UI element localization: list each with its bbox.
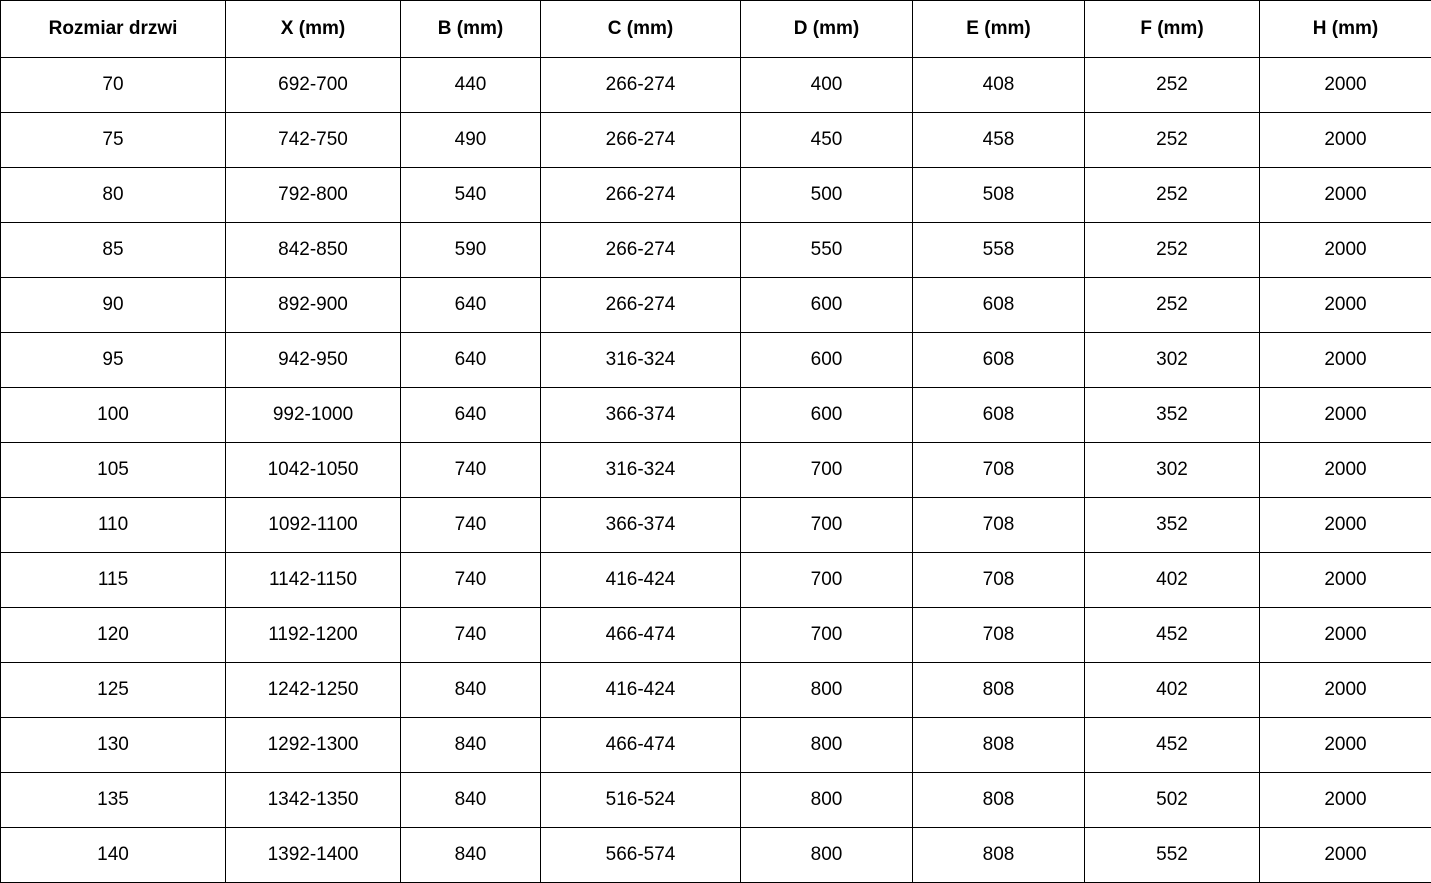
cell-f: 252 — [1085, 278, 1260, 333]
cell-d: 500 — [741, 168, 913, 223]
cell-h: 2000 — [1260, 333, 1431, 388]
cell-d: 800 — [741, 773, 913, 828]
cell-h: 2000 — [1260, 828, 1431, 883]
cell-f: 552 — [1085, 828, 1260, 883]
cell-h: 2000 — [1260, 223, 1431, 278]
table-row — [1, 58, 1431, 113]
cell-h: 2000 — [1260, 278, 1431, 333]
cell-d: 800 — [741, 663, 913, 718]
table-row — [1, 663, 1431, 718]
column-header-h: H (mm) — [1260, 1, 1431, 58]
cell-d: 700 — [741, 498, 913, 553]
cell-e: 608 — [913, 278, 1085, 333]
table-row — [1, 443, 1431, 498]
cell-h: 2000 — [1260, 168, 1431, 223]
cell-e: 808 — [913, 828, 1085, 883]
table-row — [1, 333, 1431, 388]
cell-f: 452 — [1085, 608, 1260, 663]
cell-c: 516-524 — [541, 773, 741, 828]
table-row — [1, 608, 1431, 663]
cell-h: 2000 — [1260, 608, 1431, 663]
cell-b: 740 — [401, 498, 541, 553]
cell-b: 840 — [401, 773, 541, 828]
cell-h: 2000 — [1260, 663, 1431, 718]
cell-b: 540 — [401, 168, 541, 223]
cell-d: 800 — [741, 718, 913, 773]
cell-h: 2000 — [1260, 498, 1431, 553]
cell-door-size: 95 — [1, 333, 226, 388]
table-row — [1, 773, 1431, 828]
cell-h: 2000 — [1260, 388, 1431, 443]
cell-e: 508 — [913, 168, 1085, 223]
cell-x: 1092-1100 — [226, 498, 401, 553]
cell-x: 1042-1050 — [226, 443, 401, 498]
cell-door-size: 135 — [1, 773, 226, 828]
cell-x: 1392-1400 — [226, 828, 401, 883]
cell-f: 452 — [1085, 718, 1260, 773]
cell-f: 252 — [1085, 223, 1260, 278]
table-row — [1, 278, 1431, 333]
cell-f: 252 — [1085, 58, 1260, 113]
table-row — [1, 498, 1431, 553]
cell-f: 302 — [1085, 443, 1260, 498]
cell-d: 450 — [741, 113, 913, 168]
cell-b: 440 — [401, 58, 541, 113]
cell-d: 550 — [741, 223, 913, 278]
cell-c: 366-374 — [541, 388, 741, 443]
cell-c: 416-424 — [541, 663, 741, 718]
cell-x: 1242-1250 — [226, 663, 401, 718]
cell-e: 608 — [913, 388, 1085, 443]
cell-door-size: 140 — [1, 828, 226, 883]
cell-d: 700 — [741, 443, 913, 498]
cell-door-size: 125 — [1, 663, 226, 718]
cell-c: 366-374 — [541, 498, 741, 553]
cell-e: 808 — [913, 663, 1085, 718]
cell-h: 2000 — [1260, 443, 1431, 498]
cell-b: 640 — [401, 278, 541, 333]
cell-d: 600 — [741, 333, 913, 388]
cell-x: 742-750 — [226, 113, 401, 168]
column-header-x: X (mm) — [226, 1, 401, 58]
cell-x: 1142-1150 — [226, 553, 401, 608]
cell-c: 566-574 — [541, 828, 741, 883]
cell-b: 590 — [401, 223, 541, 278]
cell-f: 402 — [1085, 663, 1260, 718]
cell-b: 740 — [401, 443, 541, 498]
cell-f: 252 — [1085, 113, 1260, 168]
column-header-c: C (mm) — [541, 1, 741, 58]
cell-c: 266-274 — [541, 168, 741, 223]
cell-x: 1192-1200 — [226, 608, 401, 663]
cell-c: 266-274 — [541, 113, 741, 168]
cell-c: 316-324 — [541, 443, 741, 498]
cell-e: 408 — [913, 58, 1085, 113]
cell-door-size: 75 — [1, 113, 226, 168]
cell-b: 640 — [401, 388, 541, 443]
cell-c: 266-274 — [541, 58, 741, 113]
cell-d: 400 — [741, 58, 913, 113]
cell-f: 252 — [1085, 168, 1260, 223]
cell-b: 740 — [401, 553, 541, 608]
cell-d: 700 — [741, 553, 913, 608]
cell-door-size: 120 — [1, 608, 226, 663]
cell-x: 1342-1350 — [226, 773, 401, 828]
column-header-f: F (mm) — [1085, 1, 1260, 58]
cell-f: 502 — [1085, 773, 1260, 828]
cell-b: 490 — [401, 113, 541, 168]
cell-c: 466-474 — [541, 608, 741, 663]
cell-d: 700 — [741, 608, 913, 663]
cell-e: 708 — [913, 553, 1085, 608]
cell-c: 266-274 — [541, 278, 741, 333]
cell-e: 458 — [913, 113, 1085, 168]
cell-x: 1292-1300 — [226, 718, 401, 773]
cell-d: 800 — [741, 828, 913, 883]
cell-b: 840 — [401, 663, 541, 718]
column-header-b: B (mm) — [401, 1, 541, 58]
cell-door-size: 100 — [1, 388, 226, 443]
cell-e: 558 — [913, 223, 1085, 278]
cell-door-size: 115 — [1, 553, 226, 608]
cell-h: 2000 — [1260, 553, 1431, 608]
table-row — [1, 828, 1431, 883]
cell-door-size: 80 — [1, 168, 226, 223]
cell-x: 792-800 — [226, 168, 401, 223]
column-header-rozmiar-drzwi: Rozmiar drzwi — [1, 1, 226, 58]
table-row — [1, 168, 1431, 223]
cell-door-size: 130 — [1, 718, 226, 773]
cell-e: 808 — [913, 718, 1085, 773]
cell-h: 2000 — [1260, 773, 1431, 828]
cell-f: 352 — [1085, 388, 1260, 443]
cell-c: 466-474 — [541, 718, 741, 773]
table-body — [1, 58, 1431, 883]
cell-door-size: 105 — [1, 443, 226, 498]
cell-d: 600 — [741, 278, 913, 333]
table-row — [1, 553, 1431, 608]
cell-x: 842-850 — [226, 223, 401, 278]
cell-door-size: 70 — [1, 58, 226, 113]
cell-c: 266-274 — [541, 223, 741, 278]
cell-x: 992-1000 — [226, 388, 401, 443]
cell-e: 608 — [913, 333, 1085, 388]
table-row — [1, 223, 1431, 278]
cell-c: 416-424 — [541, 553, 741, 608]
cell-b: 640 — [401, 333, 541, 388]
cell-e: 708 — [913, 443, 1085, 498]
table-header-row — [1, 1, 1431, 58]
cell-e: 808 — [913, 773, 1085, 828]
cell-e: 708 — [913, 608, 1085, 663]
cell-f: 302 — [1085, 333, 1260, 388]
table-row — [1, 113, 1431, 168]
cell-h: 2000 — [1260, 113, 1431, 168]
cell-h: 2000 — [1260, 718, 1431, 773]
cell-x: 892-900 — [226, 278, 401, 333]
cell-d: 600 — [741, 388, 913, 443]
cell-f: 352 — [1085, 498, 1260, 553]
cell-b: 840 — [401, 828, 541, 883]
cell-door-size: 85 — [1, 223, 226, 278]
cell-e: 708 — [913, 498, 1085, 553]
cell-door-size: 110 — [1, 498, 226, 553]
cell-x: 692-700 — [226, 58, 401, 113]
table-row — [1, 718, 1431, 773]
cell-b: 840 — [401, 718, 541, 773]
cell-f: 402 — [1085, 553, 1260, 608]
cell-door-size: 90 — [1, 278, 226, 333]
table-header — [1, 1, 1431, 58]
column-header-d: D (mm) — [741, 1, 913, 58]
cell-b: 740 — [401, 608, 541, 663]
cell-h: 2000 — [1260, 58, 1431, 113]
table-row — [1, 388, 1431, 443]
column-header-e: E (mm) — [913, 1, 1085, 58]
cell-c: 316-324 — [541, 333, 741, 388]
cell-x: 942-950 — [226, 333, 401, 388]
